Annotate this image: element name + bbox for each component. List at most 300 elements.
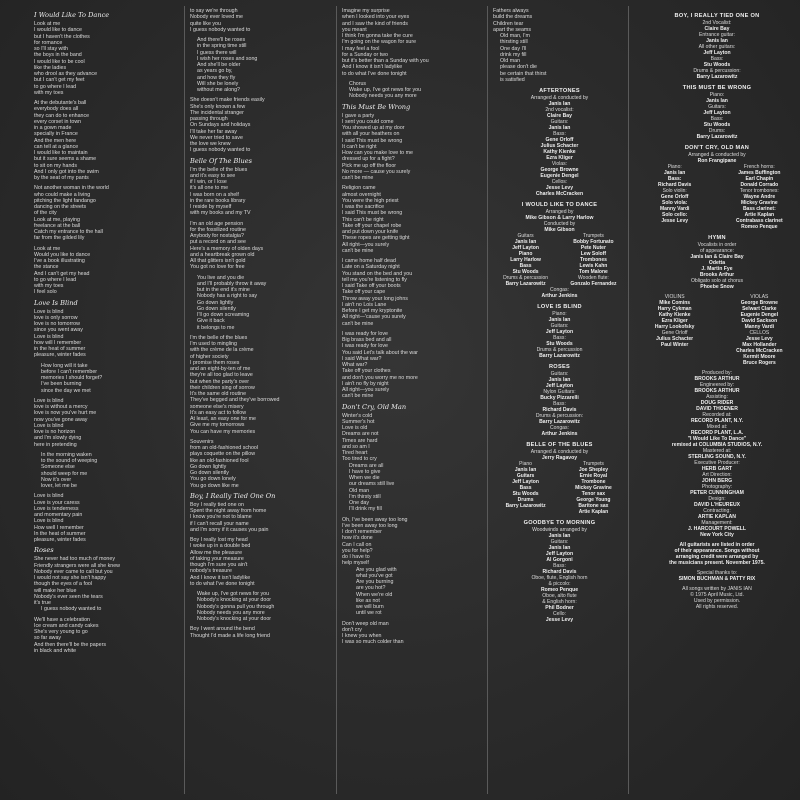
lyric-line: and a heartbreak grown old [190, 251, 255, 258]
credit-role: Oboe, flute, English horn [531, 575, 588, 581]
lyric-line: I'm used to mingling [190, 341, 237, 347]
credit-left: Harry Lookofsky [654, 324, 695, 330]
credit-name: STERLING SOUND, N.Y. [688, 454, 746, 460]
credit-right: Eugenie Dengel [740, 312, 779, 318]
credit-left: Stu Woods [512, 269, 539, 275]
lyric-line: I was ready for love [342, 330, 388, 337]
lyric-line: She doesn't make friends easily [190, 97, 265, 104]
lyric-line: passing through [190, 116, 228, 122]
credit-role: Congas: [550, 425, 569, 431]
lyric-line: love is without a mercy [34, 404, 88, 410]
credit-left: Guitars [517, 233, 534, 239]
credit-role: Guitars: [550, 119, 569, 125]
credit-heading: DON'T CRY, OLD MAN [684, 145, 750, 151]
credit-role: Drums & percussion: [535, 413, 584, 419]
lyric-line: and put down your knife [342, 229, 399, 235]
credit-role: All other guitars: [698, 44, 736, 50]
credit-left: Ezra Kliger [661, 318, 688, 324]
lyric-line: You go down like me [190, 482, 239, 489]
lyric-line: Chorus [349, 80, 367, 87]
lyric-line: Give it back [197, 318, 225, 325]
credit-role: Bass: [553, 401, 566, 407]
column-divider [628, 6, 629, 794]
lyrics-continuation [493, 8, 626, 83]
credit-name: Odetta [708, 260, 726, 266]
lyric-line: of higher society [190, 353, 229, 360]
lyric-line: like the ladies [34, 64, 67, 71]
lyric-line: Look at me [34, 21, 61, 27]
lyric-line: don't cry [342, 626, 362, 633]
lyric-line: She's only known a few [190, 103, 246, 110]
lyric-line: Too tired to cry [342, 456, 377, 463]
lyric-line: Love is blind [34, 308, 64, 315]
lyric-line: dancing on the streets [34, 204, 87, 210]
lyric-line: to go where I lead [34, 83, 77, 90]
lyric-line: can't be mine [342, 320, 374, 327]
credit-right: Charles McCracken [736, 348, 783, 354]
credit-name: Barry Lazarowitz [539, 353, 580, 359]
lyric-line: with my toes [34, 89, 64, 96]
column-divider [336, 6, 337, 794]
credit-right: Trumpets [582, 461, 604, 467]
lyric-line: Here's a memory of olden days [190, 245, 264, 252]
lyric-line: In the heat of summer [34, 530, 86, 537]
lyric-line: and it's easy to see [190, 172, 236, 179]
credit-right: Artie Kaplan [578, 509, 609, 515]
credit-role: Arranged & conducted by [530, 95, 589, 101]
credit-name: Jeff Layton [545, 329, 574, 335]
credit-name: Arthur Jenkins [541, 293, 578, 299]
lyric-line: It can't be right [342, 143, 377, 150]
lyric-line: Dreams are not [342, 431, 379, 438]
lyric-line: I would not say she isn't happy [34, 575, 106, 581]
credit-name: DOUG RIDER [700, 400, 734, 406]
lyric-line: Love is old [342, 425, 368, 431]
credit-name: New York City [700, 532, 734, 538]
lyric-line: I don't remember [342, 529, 382, 535]
credit-right: Selwart Clarke [742, 306, 777, 312]
lyric-line: the boys in the band [34, 52, 82, 59]
lyric-line: Look at me [34, 245, 61, 252]
lyric-line: love is now you've hurt me [34, 410, 97, 417]
lyric-line: to do what I've done tonight [190, 580, 255, 587]
credit-name: Phoebe Snow [700, 284, 734, 290]
lyric-line: so I'll stay with [34, 46, 68, 52]
credit-name: Janis Ian [548, 377, 571, 383]
lyric-line: in black and white [34, 647, 77, 654]
lyric-line: like an old-fashioned fool [190, 457, 249, 464]
lyric-line: Throw away your long johns [342, 295, 408, 302]
lyric-line: the stance [34, 264, 59, 271]
lyric-line: love is only sorrow [34, 314, 78, 321]
lyric-line: dressed up for a fight? [342, 156, 395, 163]
credit-name: Al Gorgoni [546, 557, 573, 563]
credit-name: Romeo Penque [540, 587, 579, 593]
lyric-line: and don't you worry me no more [342, 374, 418, 381]
credit-role: All rights reserved. [695, 604, 739, 610]
lyric-line: but when the party's over [190, 378, 250, 385]
credit-name: Barry Lazarowitz [539, 419, 580, 425]
lyric-line: I think I'm gonna take the cure [342, 33, 413, 39]
credit-role: © 1975 April Music, Ltd. [690, 592, 744, 598]
lyric-line: I have to give [349, 468, 381, 475]
lyric-line: nobody's treasure [190, 568, 232, 575]
credit-name: DAVID L'HEUREUX [693, 502, 741, 508]
credit-name: SIMON BUCHMAN & PATTY RIX [678, 576, 756, 582]
lyric-line: I would like to be cool [34, 58, 85, 65]
credit-right: Trumpets [582, 233, 604, 239]
credit-left: Drums [517, 497, 534, 503]
lyric-line: Boy I really tied one on [190, 501, 244, 508]
lyric-line: plays coquette on the pillow [190, 451, 256, 458]
lyric-line: Tired heart [342, 450, 368, 456]
credit-left: Stu Woods [512, 491, 539, 497]
lyric-line: drink my fill [500, 51, 527, 58]
lyric-line: I woke up in a double bed [190, 543, 251, 550]
credit-role: Engineered by: [699, 382, 735, 388]
lyric-line: will make her blue [34, 587, 77, 594]
lyric-line: Love is blind [34, 397, 64, 404]
lyric-line: Are you glad with [356, 566, 397, 573]
lyric-line: Love is tenderness [34, 505, 79, 512]
lyric-line: Times are hard [342, 437, 378, 444]
lyric-line: All right—you surely [342, 387, 390, 393]
credit-name: RECORD PLANT, L.A. [690, 430, 744, 436]
credit-name: Arthur Jenkins [541, 431, 578, 437]
credit-name: BROOKS ARTHUR [694, 376, 740, 382]
lyric-line: I would like to maintain [34, 150, 88, 156]
credit-name: arranging credit were arranged by [675, 554, 759, 560]
credit-name: Kathy Kienke [543, 149, 576, 155]
credit-role: Entrance guitar: [699, 32, 735, 38]
lyric-line: These ropes are getting tight [342, 235, 410, 242]
lyric-line: to sit on my hands [34, 162, 77, 169]
credit-heading: THIS MUST BE WRONG [682, 85, 752, 91]
lyric-line: apart the seams [493, 26, 531, 33]
credit-name: Janis Ian & Claire Bay [690, 254, 744, 260]
credit-right: George Young [576, 497, 611, 503]
lyric-line: I'll take her far away [190, 128, 237, 135]
credit-name: Jesse Levy [545, 617, 574, 623]
credit-role: Assisting: [706, 394, 728, 400]
column-divider [487, 6, 488, 794]
credit-role: Woodwinds arranged by [532, 527, 587, 533]
credit-left: Guitars [516, 473, 535, 479]
credit-left: Piano [518, 251, 533, 257]
credit-right: Wooden flute: [578, 275, 609, 281]
credit-name: BROOKS ARTHUR [694, 388, 740, 394]
lyric-line: and so am I [342, 443, 370, 450]
credit-role: Arranged by [545, 209, 574, 215]
credit-role: of appearance: [700, 248, 734, 254]
lyric-line: The incidental stranger [190, 109, 244, 116]
credit-right: Earl Chapin [745, 176, 774, 182]
lyric-line: but it sure seems a shame [34, 156, 97, 163]
credit-name: Claire Bay [704, 26, 730, 32]
credit-left: Piano [519, 461, 532, 467]
lyric-line: I was so much colder than [342, 639, 404, 646]
credit-right: Manny Vardi [744, 324, 775, 330]
lyric-line: are you hot? [356, 585, 386, 592]
lyric-line: now you've gone away [34, 416, 88, 423]
lyric-line: Nobody's knocking at your door [197, 616, 272, 622]
lyric-line: Imagine my surprise [342, 8, 390, 14]
lyric-line: the love we knew [190, 141, 231, 147]
lyric-line: You were the high priest [342, 197, 399, 204]
lyric-line: Nobody ever loved me [190, 14, 243, 21]
credit-role: Recorded at: [702, 412, 732, 418]
lyric-line: of taking your measure [190, 555, 244, 562]
credit-right: Trombones [579, 257, 607, 263]
credit-name: Phil Bodner [545, 605, 574, 611]
song-title: Don't Cry, Old Man [342, 402, 407, 411]
credit-left: Richard Davis [657, 182, 692, 188]
lyric-line: Take off your clothes [342, 368, 391, 375]
lyric-line: I'm an old age pension [190, 220, 244, 227]
credit-role: Executive Producer: [694, 460, 740, 466]
lyric-line: put a record on and see [190, 239, 246, 246]
credit-name: RECORD PLANT, N.Y. [690, 418, 744, 424]
lyric-line: Go down lightly [197, 299, 234, 306]
lyric-line: You live and you die [197, 274, 245, 281]
credit-right: Donald Corrado [740, 182, 779, 188]
credit-left: Kathy Kienke [658, 312, 691, 318]
lyric-line: Nobody's knocking at your door [197, 597, 272, 604]
song-title: I Would Like To Dance [34, 11, 110, 19]
lyric-line: but it's better than a Sunday with you [342, 58, 429, 64]
credit-name: Bucky Pizzarelli [540, 395, 579, 401]
lyric-line: All right—you surely [342, 241, 390, 248]
lyric-line: Go down lightly [190, 463, 227, 470]
credit-name: Stu Woods [703, 122, 731, 128]
lyric-line: Can I call on [342, 541, 372, 548]
credit-right: Max Hollander [742, 342, 777, 348]
lyric-line: as years go by, [197, 68, 233, 75]
credit-role: Bass: [553, 131, 566, 137]
credits-column-1 [493, 8, 626, 796]
credit-right: VIOLAS [750, 294, 769, 300]
lyric-line: specially in France [34, 131, 78, 138]
lyric-line: Wake up, I've got news for you [349, 87, 422, 93]
credit-role: Special thanks to: [696, 570, 738, 576]
credit-role: 2nd vocalist: [545, 107, 574, 113]
credit-left: VIOLINS [664, 294, 685, 300]
credit-right: David Sackson [741, 318, 778, 324]
lyric-line: pleasure, winter fades [34, 352, 86, 359]
credit-role: Management: [701, 520, 733, 526]
credit-left: Bass [519, 485, 532, 491]
lyric-line: it's true [34, 600, 51, 606]
credit-role: Guitars: [550, 539, 569, 545]
lyric-line: When we die [349, 475, 380, 481]
lyric-line: Oh, I've been away too long [342, 516, 408, 523]
credit-role: Vocalists in order [697, 242, 737, 248]
lyric-line: I would like to dance [34, 27, 82, 34]
lyric-line: She never had too much of money [34, 556, 115, 563]
lyric-line: someone else's misery [190, 403, 244, 410]
credit-role: Guitars: [550, 323, 569, 329]
lyric-line: One day I'll [500, 45, 527, 52]
lyric-line: their children sing of sorrow [190, 384, 255, 391]
lyric-line: with all your heathers on [342, 131, 400, 138]
lyric-line: You stand on the bed and you [342, 270, 413, 277]
lyric-line: Winter's cold [342, 412, 373, 419]
lyric-line: in the spring time still [197, 43, 247, 50]
credit-name: All guitarists are listed in order [679, 542, 755, 548]
lyric-line: it's all one to me [190, 185, 229, 192]
lyric-line: I guess nobody wanted to [41, 606, 102, 613]
lyric-line: I feel solo [34, 289, 57, 296]
credit-role: Guitars: [708, 104, 726, 110]
credit-role: Arranged & conducted by [688, 152, 746, 158]
lyric-line: I sent you could come [342, 118, 394, 125]
credit-left: Julius Schacter [656, 336, 694, 342]
lyric-line: you for help? [342, 547, 373, 554]
credit-name: Mike Gibson [544, 227, 575, 233]
lyric-line: You can have my memories [190, 428, 256, 435]
lyric-line: from an old-fashioned school [190, 445, 259, 451]
lyric-line: I was ready for love [342, 343, 388, 350]
credit-role: Design: [708, 496, 726, 502]
lyric-line: but in the end it's mine [197, 287, 250, 293]
lyric-line: All that glitters isn't gold [190, 258, 246, 264]
lyric-line: when I looked into your eyes [342, 14, 410, 21]
lyric-line: You said Let's talk about the war [342, 349, 418, 356]
lyric-line: our dreams still live [349, 481, 395, 488]
lyric-line: and an eight-by-ten of me [190, 366, 251, 372]
lyric-line: Look at me, playing [34, 216, 80, 223]
lyric-line: but I can't get my feet [34, 77, 85, 84]
lyric-line: Friendly strangers were all she knew [34, 562, 120, 569]
lyric-line: who could make a living [34, 191, 91, 198]
lyric-line: They've begged and they've borrowed [190, 397, 280, 404]
credit-heading: AFTERTONES [539, 88, 580, 94]
credit-name: of their appearance. Songs without [674, 548, 760, 554]
credit-left: Paul Winter [660, 342, 689, 348]
lyric-line: I know you're not to blame [190, 514, 252, 521]
lyric-line: I said This must be wrong [342, 137, 403, 144]
credit-role: Piano: [552, 311, 567, 317]
credit-name: the musicians present. November 1975. [669, 560, 765, 566]
lyric-line: help myself [342, 560, 369, 567]
lyric-line: And there'll be roses [197, 37, 246, 43]
lyric-line: who drool as they advance [34, 71, 98, 77]
credit-heading: ROSES [548, 364, 571, 370]
credit-role: All songs written by JANIS IAN [682, 586, 752, 592]
lyric-line: No more — cause you surely [342, 168, 411, 175]
lyric-line: I'll go down screaming [197, 312, 250, 318]
lyric-line: I ain't no fly by night [342, 380, 389, 387]
credit-role: Guitars: [550, 371, 569, 377]
lyric-line: We never tried to save [190, 134, 243, 141]
lyric-line: and I saw the kind of friends [342, 20, 408, 27]
credit-left: Janis Ian [514, 467, 537, 473]
lyric-line: here in pretending [34, 441, 77, 448]
lyric-line: And I know it isn't ladylike [190, 574, 251, 581]
credit-heading: GOODBYE TO MORNING [523, 520, 596, 526]
credit-role: 2nd Vocalist: [702, 20, 732, 26]
lyric-line: to the sound of weeping [41, 458, 98, 464]
lyric-line: since the day we met [41, 387, 91, 394]
credits-column-2 [634, 8, 800, 796]
lyric-line: Go down silently [190, 470, 229, 476]
lyric-line: You go down lonely [190, 476, 236, 483]
credit-name: Jerry Ragavoy [541, 455, 578, 461]
lyric-line: for the fossilized routine [190, 226, 246, 233]
lyric-line: what you've got [356, 572, 393, 579]
lyric-line: Love is blind [34, 333, 64, 340]
lyric-line: Someone else [41, 464, 75, 471]
lyric-line: Now it's over [41, 476, 72, 483]
lyric-line: Religion came [342, 185, 376, 192]
lyric-line: by the seat of my pants [34, 175, 89, 181]
credit-right: Lew Soloff [580, 251, 607, 257]
lyric-line: Love is blind [34, 518, 64, 525]
lyric-line: be certain that thirst [500, 70, 547, 77]
lyric-line: I've been away too long [342, 522, 398, 529]
song-title: Boy, I Really Tied One On [190, 491, 276, 500]
lyric-line: Boy I really lost my head [190, 537, 248, 543]
credit-right: Bass clarinet: [742, 206, 776, 212]
lyric-line: Before I get my kryptonite [342, 308, 403, 314]
credit-role: Obligato solo at chorus [690, 278, 744, 284]
lyric-line: I promise them roses [190, 359, 240, 366]
credit-name: DAVID THOENER [696, 406, 738, 412]
credit-role: Oboe, alto flute [542, 593, 577, 599]
credit-right: Bobby Fortunato [573, 239, 614, 245]
credit-right: Ernie Royal [579, 473, 608, 479]
lyric-line: can tell at a glance [34, 143, 79, 150]
lyric-line: with my toes [34, 283, 64, 289]
lyric-line: Summer's hot [342, 418, 375, 425]
credit-name: Jesse Levy [545, 185, 574, 191]
lyric-line: I've been burning [41, 381, 82, 388]
credit-name: Jeff Layton [703, 50, 731, 56]
credit-right: Tom Malone [579, 269, 608, 275]
lyric-line: I guess there will [197, 49, 237, 56]
lyric-line: At the debutante's ball [34, 100, 87, 106]
song-title: Belle Of The Blues [190, 156, 253, 165]
credit-name: Janis Ian [548, 101, 571, 107]
credit-right: Kermit Moore [743, 354, 776, 360]
credit-heading: HYMN [708, 235, 726, 241]
lyric-line: in the rare books library [190, 197, 246, 204]
credit-role: Conducted by [543, 221, 576, 227]
lyric-line: I'll drink my fill [349, 506, 382, 513]
song-title: This Must Be Wrong [342, 102, 411, 111]
credit-role: & piccolo: [548, 581, 571, 587]
credit-left: Bass [519, 263, 532, 269]
lyric-line: with my books and my TV [190, 210, 251, 217]
lyric-line: everybody does all [34, 106, 79, 113]
lyric-line: can't be mine [342, 393, 374, 400]
credit-right: Mickey Gravine [575, 485, 612, 491]
lyric-line: I knew you when [342, 633, 382, 639]
lyric-line: and I'm sorry if it causes you pain [190, 526, 269, 533]
song-title: Love Is Blind [34, 298, 78, 307]
credit-name: Charles McCracken [535, 191, 584, 197]
lyric-line: Old man, I'm [500, 33, 530, 39]
lyric-line: how it's done [342, 535, 373, 542]
lyric-line: Nobody ever came to call but you [34, 568, 113, 575]
credit-heading: BELLE OF THE BLUES [526, 442, 593, 448]
credit-name: Janis Ian [706, 98, 728, 104]
lyric-line: should weep for me [41, 470, 88, 477]
lyric-line: Old man [349, 487, 370, 494]
credit-right: Gonzalo Fernandez [570, 281, 617, 287]
credit-right: Lewis Kahn [579, 263, 608, 269]
lyric-line: if I win, or I lose [190, 179, 227, 185]
